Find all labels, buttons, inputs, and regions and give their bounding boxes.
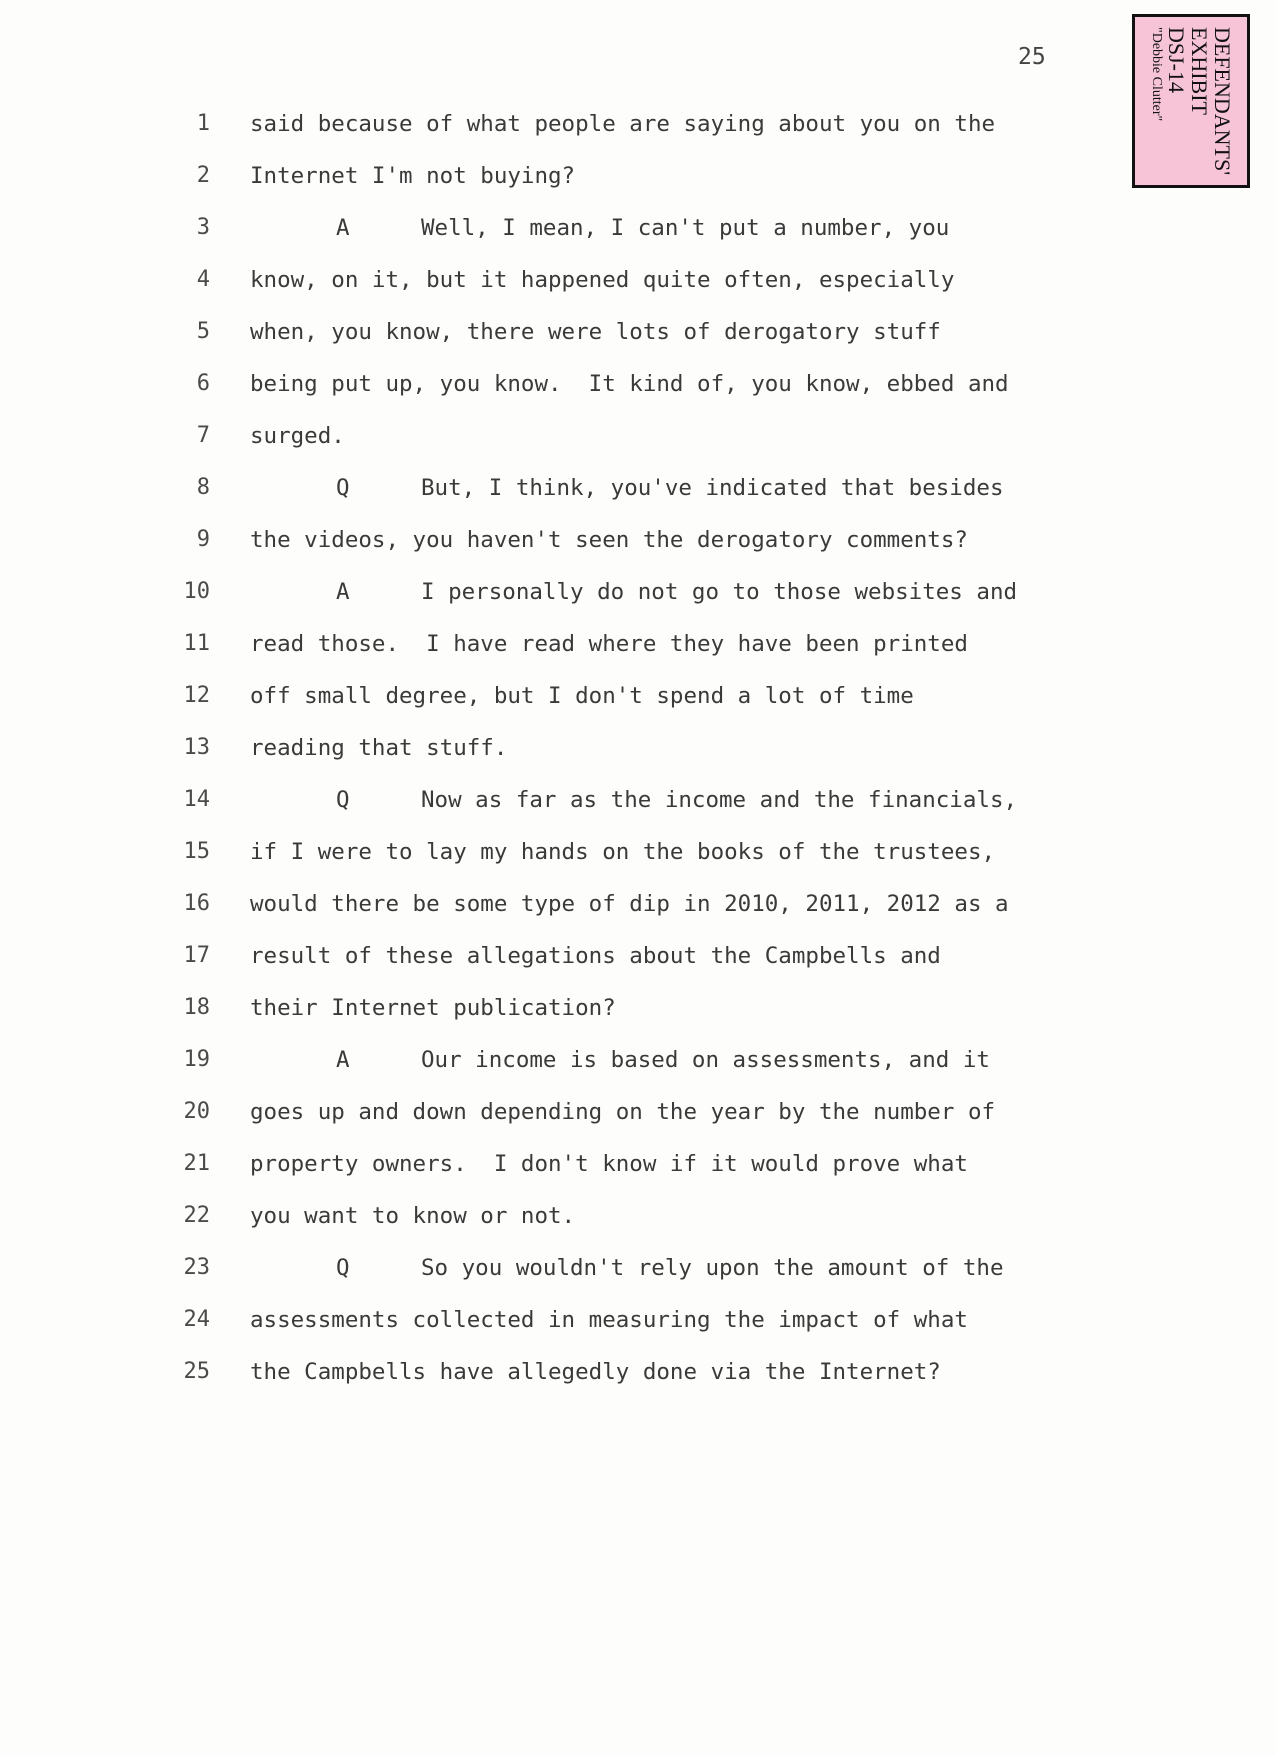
line-text: surged. bbox=[250, 423, 345, 449]
line-text: the videos, you haven't seen the derogatory comments? bbox=[250, 527, 968, 553]
transcript-body bbox=[0, 104, 1276, 1404]
line-number: 19 bbox=[183, 1047, 210, 1072]
line-text: But, I think, you've indicated that besides bbox=[421, 475, 1004, 501]
transcript-line bbox=[0, 572, 1276, 624]
line-text: read those. I have read where they have been printed bbox=[250, 631, 968, 657]
transcript-line bbox=[0, 260, 1276, 312]
transcript-line bbox=[0, 156, 1276, 208]
transcript-line bbox=[0, 936, 1276, 988]
speaker-marker: A bbox=[336, 1047, 350, 1073]
speaker-marker: Q bbox=[336, 475, 350, 501]
line-text: So you wouldn't rely upon the amount of the bbox=[421, 1255, 1004, 1281]
line-number: 21 bbox=[183, 1151, 210, 1176]
exhibit-witness: "Debbie Clutter" bbox=[1149, 27, 1164, 122]
transcript-line bbox=[0, 1040, 1276, 1092]
line-number: 12 bbox=[183, 683, 210, 708]
line-number: 7 bbox=[196, 423, 210, 448]
line-text: property owners. I don't know if it would prove what bbox=[250, 1151, 968, 1177]
transcript-line bbox=[0, 1248, 1276, 1300]
page-number: 25 bbox=[1018, 44, 1046, 70]
line-number: 9 bbox=[196, 527, 210, 552]
line-number: 23 bbox=[183, 1255, 210, 1280]
line-number: 2 bbox=[196, 163, 210, 188]
transcript-line bbox=[0, 1144, 1276, 1196]
exhibit-id: DSJ-14 bbox=[1164, 27, 1189, 94]
line-text: their Internet publication? bbox=[250, 995, 616, 1021]
speaker-marker: Q bbox=[336, 1255, 350, 1281]
line-text: when, you know, there were lots of derogatory stuff bbox=[250, 319, 941, 345]
transcript-line bbox=[0, 780, 1276, 832]
line-text: off small degree, but I don't spend a lot of time bbox=[250, 683, 914, 709]
line-text: Our income is based on assessments, and it bbox=[421, 1047, 990, 1073]
transcript-line bbox=[0, 104, 1276, 156]
line-number: 1 bbox=[196, 111, 210, 136]
exhibit-word: EXHIBIT bbox=[1187, 27, 1212, 115]
line-text: Now as far as the income and the financials, bbox=[421, 787, 1018, 813]
line-number: 10 bbox=[183, 579, 210, 604]
transcript-line bbox=[0, 416, 1276, 468]
speaker-marker: Q bbox=[336, 787, 350, 813]
line-number: 16 bbox=[183, 891, 210, 916]
speaker-marker: A bbox=[336, 579, 350, 605]
transcript-line bbox=[0, 1352, 1276, 1404]
line-number: 15 bbox=[183, 839, 210, 864]
transcript-line bbox=[0, 208, 1276, 260]
transcript-line bbox=[0, 1196, 1276, 1248]
transcript-line bbox=[0, 468, 1276, 520]
line-text: Well, I mean, I can't put a number, you bbox=[421, 215, 950, 241]
line-number: 24 bbox=[183, 1307, 210, 1332]
line-number: 3 bbox=[196, 215, 210, 240]
line-number: 8 bbox=[196, 475, 210, 500]
line-text: assessments collected in measuring the impact of what bbox=[250, 1307, 968, 1333]
line-text: said because of what people are saying about you on the bbox=[250, 111, 996, 137]
line-text: being put up, you know. It kind of, you know, ebbed and bbox=[250, 371, 1009, 397]
transcript-line bbox=[0, 832, 1276, 884]
line-number: 6 bbox=[196, 371, 210, 396]
exhibit-label: DEFENDANTS' bbox=[1210, 27, 1235, 176]
line-text: I personally do not go to those websites and bbox=[421, 579, 1018, 605]
line-text: if I were to lay my hands on the books of the trustees, bbox=[250, 839, 996, 865]
line-number: 5 bbox=[196, 319, 210, 344]
line-number: 22 bbox=[183, 1203, 210, 1228]
line-text: you want to know or not. bbox=[250, 1203, 576, 1229]
line-number: 4 bbox=[196, 267, 210, 292]
line-number: 13 bbox=[183, 735, 210, 760]
line-text: result of these allegations about the Campbells and bbox=[250, 943, 941, 969]
speaker-marker: A bbox=[336, 215, 350, 241]
line-number: 18 bbox=[183, 995, 210, 1020]
transcript-line bbox=[0, 884, 1276, 936]
line-number: 11 bbox=[183, 631, 210, 656]
transcript-line bbox=[0, 676, 1276, 728]
transcript-line bbox=[0, 988, 1276, 1040]
line-number: 25 bbox=[183, 1359, 210, 1384]
line-number: 17 bbox=[183, 943, 210, 968]
transcript-line bbox=[0, 728, 1276, 780]
line-text: goes up and down depending on the year by the number of bbox=[250, 1099, 996, 1125]
line-text: the Campbells have allegedly done via the Internet? bbox=[250, 1359, 941, 1385]
line-number: 20 bbox=[183, 1099, 210, 1124]
transcript-line bbox=[0, 624, 1276, 676]
transcript-line bbox=[0, 1092, 1276, 1144]
line-number: 14 bbox=[183, 787, 210, 812]
line-text: Internet I'm not buying? bbox=[250, 163, 576, 189]
transcript-line bbox=[0, 520, 1276, 572]
transcript-line bbox=[0, 312, 1276, 364]
transcript-line bbox=[0, 1300, 1276, 1352]
line-text: reading that stuff. bbox=[250, 735, 508, 761]
line-text: would there be some type of dip in 2010, 2011, 2012 as a bbox=[250, 891, 1009, 917]
transcript-line bbox=[0, 364, 1276, 416]
line-text: know, on it, but it happened quite often, especially bbox=[250, 267, 955, 293]
